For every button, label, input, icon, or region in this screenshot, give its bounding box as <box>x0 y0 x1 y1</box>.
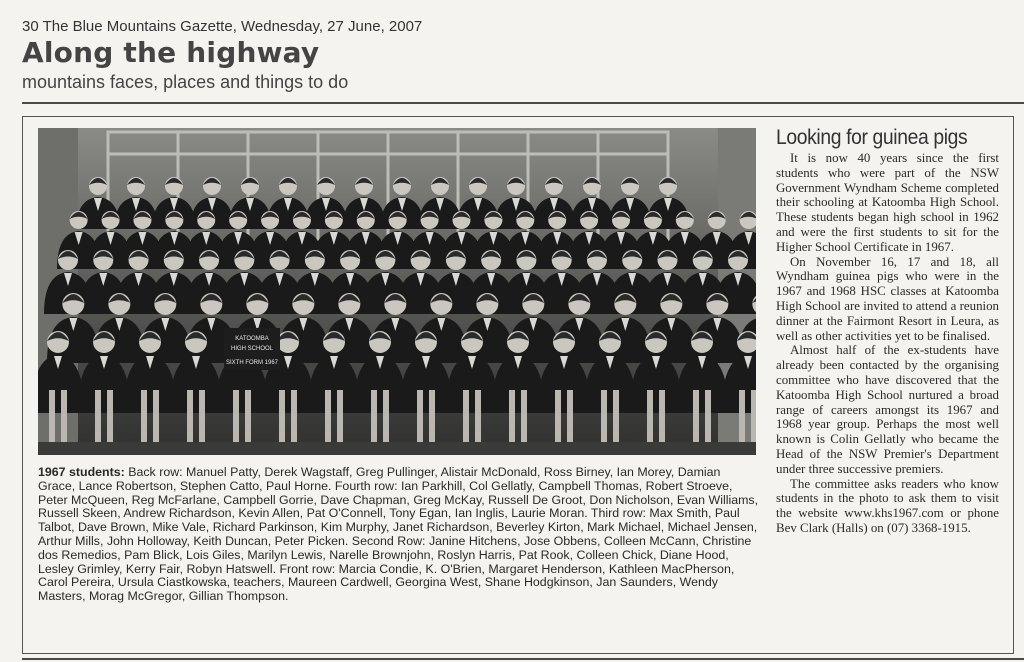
student-leg <box>475 390 481 444</box>
student-leg <box>153 390 159 444</box>
sidebar-paragraph-2: On November 16, 17 and 18, all Wyndham guinea pigs who were in the 1967 and 1968 HSC classes at Katoomba High School are invited to attend a reunion dinner at the Fairmont Resort in Leura, as well as other activities yet to be finalised. <box>776 254 999 343</box>
student-leg <box>705 390 711 444</box>
photo-illustration <box>38 128 756 455</box>
sidebar-heading: Looking for guinea pigs <box>776 126 968 149</box>
student-leg <box>555 390 561 444</box>
student-leg <box>233 390 239 444</box>
student-leg <box>647 390 653 444</box>
sidebar-article <box>776 126 999 536</box>
student-leg <box>509 390 515 444</box>
masthead: 30 The Blue Mountains Gazette, Wednesday, 27 June, 2007 <box>22 18 423 35</box>
student-leg <box>49 390 55 444</box>
student-leg <box>521 390 527 444</box>
photo-floor <box>38 442 756 455</box>
student-leg <box>107 390 113 444</box>
student-leg <box>371 390 377 444</box>
student-leg <box>567 390 573 444</box>
caption-text: Back row: Manuel Patty, Derek Wagstaff, Greg Pullinger, Alistair McDonald, Ross Birney, Ian Morey, Damian Grace, Lance Robertson, Stephen Catto, Paul Horne. Fourth row: Ian Parkhill, Col Gellatly, Campbell Thomas, Robert Stroeve, Peter McQueen, Reg McFarlane, Campbell Gorrie, Dave Chapman, Greg McKay, Russell De Groot, Don Nicholson, Evan Williams, Russell Skeen, Andrew Richardson, Kevin Allen, Pat O'Connell, Tony Egan, Ian Inglis, Laurie Moran. Third row: Max Smith, Paul Talbot, Dave Brown, Mike Vale, Richard Parkinson, Kim Murphy, Janet Richardson, Beverley Kirton, Mark Michael, Michael Jensen, Arthur Mills, John Holloway, Keith Duncan, Peter Picken. Second Row: Janine Hitchens, Jose Obbens, Colleen McCann, Christine dos Remedios, Pam Blick, Lois Giles, Marilyn Lewis, Narelle Brownjohn, Roslyn Harris, Pat Rook, Colleen Chick, Diane Hood, Lesley Grimley, Kerry Fair, Robyn Hatswell. Front row: Marcia Condie, K. O'Brien, Margaret Henderson, Kathleen MacPherson, Carol Pereira, Ursula Ciastkowska, teachers, Maureen Cardwell, Georgina West, Shane Hodgkinson, Jan Saunders, Wendy Masters, Morag McGregor, Gillian Thompson. <box>38 465 759 604</box>
student-leg <box>291 390 297 444</box>
student-leg <box>463 390 469 444</box>
sidebar-paragraph-1: It is now 40 years since the first students who were part of the NSW Government Wyndham Scheme completed their schooling at Katoomba High School. These students began high school in 1962 and were the first students to sit for the Higher School Certificate in 1967. <box>776 151 999 254</box>
student-leg <box>199 390 205 444</box>
sidebar-paragraph-3: Almost half of the ex-students have already been contacted by the organising committee who have discovered that the Katoomba High School nurtured a broad range of careers amongst its 1967 and 1968 year group. Perhaps the most well known is Colin Gellatly who became the Head of the NSW Premier's Department under three successive premiers. <box>776 343 999 476</box>
student-leg <box>325 390 331 444</box>
student-leg <box>141 390 147 444</box>
student-leg <box>61 390 67 444</box>
student-leg <box>429 390 435 444</box>
board-line-3: SIXTH FORM 1967 <box>225 360 279 366</box>
top-rule <box>22 102 1024 104</box>
section-subtitle: mountains faces, places and things to do <box>22 72 349 92</box>
student-leg <box>245 390 251 444</box>
student-leg <box>383 390 389 444</box>
student-leg <box>693 390 699 444</box>
student-leg <box>95 390 101 444</box>
bottom-rule <box>22 658 1024 660</box>
caption-lead: 1967 students: <box>38 465 125 479</box>
student-leg <box>751 390 756 444</box>
sidebar-paragraph-4: The committee asks readers who know students in the photo to ask them to visit the website www.khs1967.com or phone Bev Clark (Halls) on (07) 3368-1915. <box>776 476 999 535</box>
student-leg <box>187 390 193 444</box>
photo-caption <box>38 466 760 604</box>
student-leg <box>659 390 665 444</box>
board-line-2: HIGH SCHOOL <box>230 346 274 352</box>
student-leg <box>337 390 343 444</box>
student-leg <box>739 390 745 444</box>
board-line-1: KATOOMBA <box>235 336 269 342</box>
class-photo <box>38 128 756 455</box>
section-title: Along the highway <box>22 36 320 69</box>
student-leg <box>601 390 607 444</box>
student-leg <box>417 390 423 444</box>
student-leg <box>279 390 285 444</box>
class-board <box>224 328 280 370</box>
student-leg <box>613 390 619 444</box>
